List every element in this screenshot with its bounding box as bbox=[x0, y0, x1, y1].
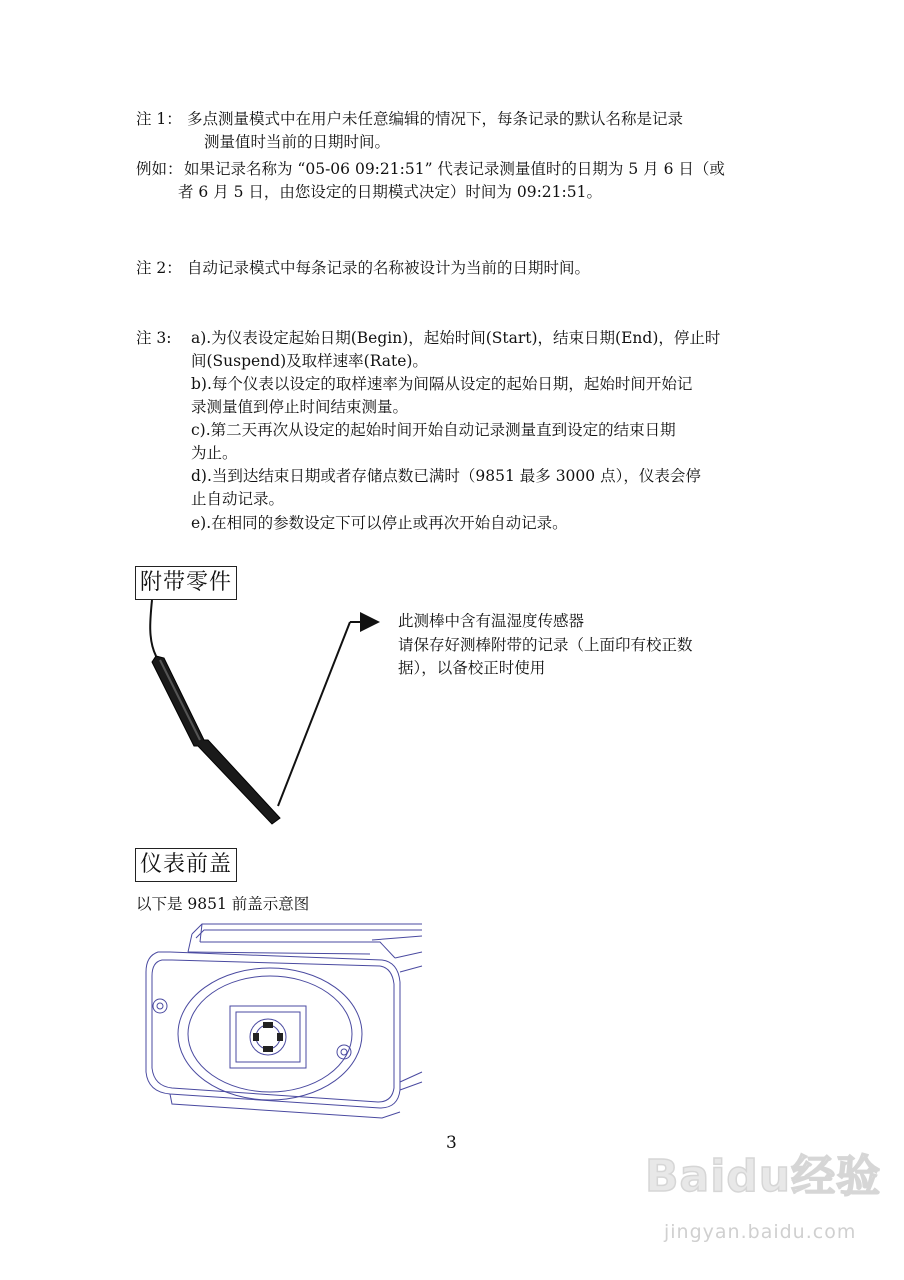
note3-line-1: a).为仪表设定起始日期(Begin)，起始时间(Start)，结束日期(End)，停止时 bbox=[191, 329, 721, 347]
probe-illustration bbox=[130, 600, 390, 840]
note3-line-9: e).在相同的参数设定下可以停止或再次开始自动记录。 bbox=[191, 514, 568, 532]
example-line-2: 者 6 月 5 日，由您设定的日期模式决定）时间为 09:21:51。 bbox=[178, 183, 602, 201]
note3-line-4: 录测量值到停止时间结束测量。 bbox=[191, 398, 409, 416]
watermark-url: jingyan.baidu.com bbox=[664, 1221, 857, 1243]
note2-line-1: 自动记录模式中每条记录的名称被设计为当前的日期时间。 bbox=[187, 259, 591, 277]
note3-line-6: 为止。 bbox=[191, 444, 238, 462]
probe-text-line-2: 请保存好测棒附带的记录（上面印有校正数 bbox=[398, 636, 693, 654]
probe-text-line-3: 据），以备校正时使用 bbox=[398, 659, 546, 677]
note3-line-2: 间(Suspend)及取样速率(Rate)。 bbox=[191, 352, 428, 370]
note3-label: 注 3: bbox=[136, 329, 172, 347]
example-label: 例如： bbox=[136, 160, 183, 178]
note1-line-1: 多点测量模式中在用户未任意编辑的情况下，每条记录的默认名称是记录 bbox=[187, 110, 684, 128]
note1-label: 注 1： bbox=[136, 110, 182, 128]
note3-line-5: c).第二天再次从设定的起始时间开始自动记录测量直到设定的结束日期 bbox=[191, 421, 676, 439]
front-cover-heading: 仪表前盖 bbox=[135, 848, 237, 882]
example-line-1: 如果记录名称为 “05-06 09:21:51” 代表记录测量值时的日期为 5 月 6 日（或 bbox=[184, 160, 725, 178]
note3-line-3: b).每个仪表以设定的取样速率为间隔从设定的起始日期，起始时间开始记 bbox=[191, 375, 693, 393]
front-cover-diagram bbox=[140, 922, 425, 1122]
probe-text-line-1: 此测棒中含有温湿度传感器 bbox=[398, 612, 585, 630]
page-number: 3 bbox=[446, 1133, 457, 1153]
note2-label: 注 2： bbox=[136, 259, 182, 277]
accessories-heading: 附带零件 bbox=[135, 566, 237, 600]
note1-line-2: 测量值时当前的日期时间。 bbox=[204, 133, 391, 151]
watermark-brand: Baidu经验 bbox=[645, 1151, 882, 1202]
note3-line-7: d).当到达结束日期或者存储点数已满时（9851 最多 3000 点），仪表会停 bbox=[191, 467, 701, 485]
front-cover-caption: 以下是 9851 前盖示意图 bbox=[136, 895, 310, 913]
note3-line-8: 止自动记录。 bbox=[191, 490, 285, 508]
